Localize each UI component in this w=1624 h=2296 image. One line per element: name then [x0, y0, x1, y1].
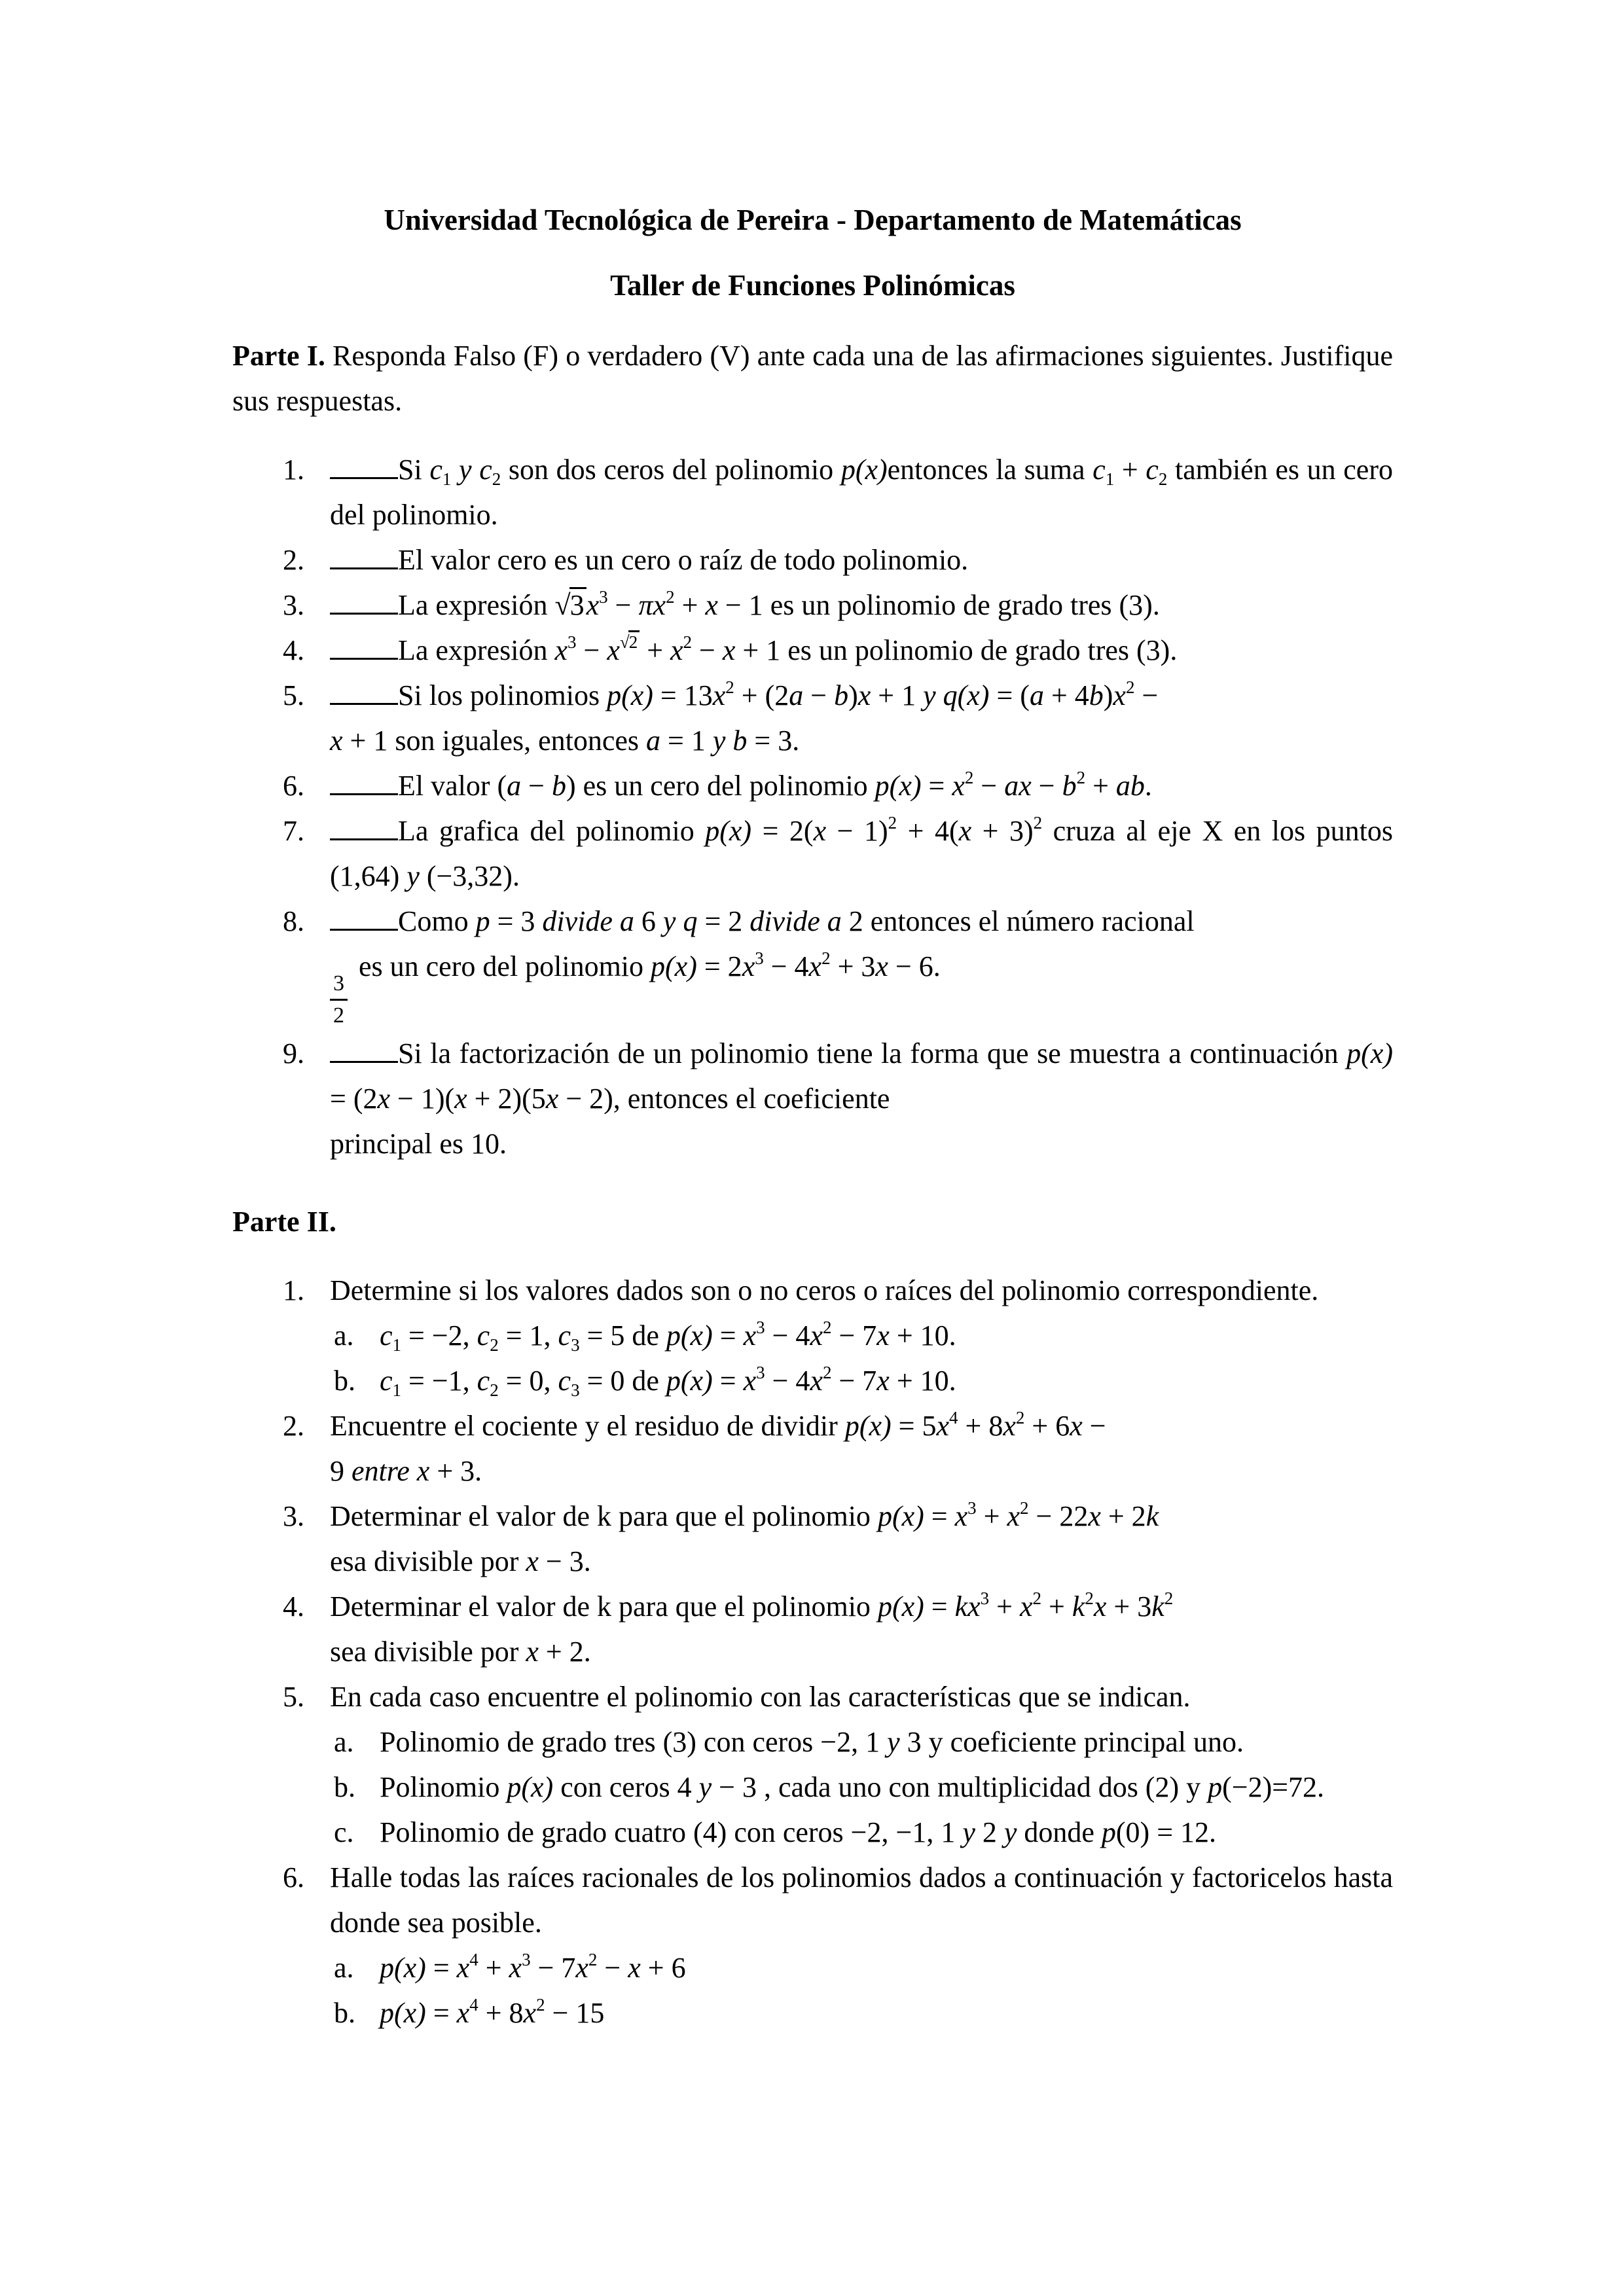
parte1-item-1	[232, 447, 1393, 537]
answer-blank	[330, 474, 398, 479]
item-number: 3.	[283, 1500, 304, 1532]
item-text: Polinomio de grado cuatro (4) con ceros −2, −1, 1 y 2 y donde p(0) = 12.	[380, 1816, 1217, 1848]
parte1-item-4	[232, 628, 1393, 673]
parte1-item-9	[232, 1031, 1393, 1166]
fraction: $\frac{3}{2}$	[330, 969, 348, 1031]
item-text: En cada caso encuentre el polinomio con las características que se indican.	[330, 1681, 1191, 1713]
parte1-item-2	[232, 537, 1393, 583]
item-text: Como p = 3 divide a 6 y q = 2 divide a 2 entonces el número racional $\frac{3}{2}$ es un cero del polinomio $p(x) = 2x^3 - 4x^2 + 3x - 6$.	[330, 899, 1393, 1031]
item-text: Determinar el valor de k para que el polinomio $p(x) = kx^3 + x^2 + k^2x + 3k^2$ sea divisible por x + 2.	[330, 1588, 1174, 1668]
item-number: a.	[334, 1319, 354, 1352]
parte1-item-7	[232, 808, 1393, 899]
parte2-item-5	[232, 1674, 1393, 1719]
item-text: $p(x) = x^4 + 8x^2 - 15$	[380, 1995, 605, 2029]
parte2-item-6	[232, 1855, 1393, 1945]
answer-blank	[330, 609, 398, 615]
parte2-item-5-a	[232, 1719, 1393, 1765]
parte1-item-5	[232, 673, 1393, 763]
parte2-item-6-a	[232, 1945, 1393, 1990]
answer-blank	[330, 925, 398, 931]
item-number: b.	[334, 1771, 355, 1803]
item-number: 6.	[283, 1861, 304, 1893]
item-number: 2.	[283, 1410, 304, 1442]
item-text: Encuentre el cociente y el residuo de dividir $p(x) = 5x^4 + 8x^2 + 6x$ − 9 entre x + 3.	[330, 1408, 1106, 1487]
item-number: 5.	[283, 679, 304, 711]
item-text: El valor (a − b) es un cero del polinomio $p(x) = x^2$ − ax − $b^2$ + ab.	[330, 763, 1393, 808]
item-number: 2.	[283, 544, 304, 576]
item-number: 6.	[283, 770, 304, 802]
item-text: Si los polinomios $p(x) = 13x^2 + (2a - b)x + 1$ y $q(x) = (a + 4b)x^2$ − x + 1 son iguales, entonces a = 1 y b = 3.	[330, 677, 1159, 757]
item-number: 1.	[283, 454, 304, 486]
parte2-heading: Parte II.	[232, 1206, 336, 1238]
answer-blank	[330, 700, 398, 705]
item-text: Determinar el valor de k para que el polinomio $p(x) = x^3 + x^2 - 22x + 2k$ esa divisible por x − 3.	[330, 1498, 1159, 1577]
item-number: b.	[334, 1997, 355, 2029]
parte1-heading: Parte I. Responda Falso (F) o verdadero (V) ante cada una de las afirmaciones siguientes. Justifique sus respuestas.	[232, 340, 1393, 417]
parte2-item-5-b	[232, 1765, 1393, 1810]
parte2-item-2	[232, 1403, 1393, 1494]
item-number: a.	[334, 1726, 354, 1758]
answer-blank	[330, 1058, 398, 1063]
item-text: $p(x) = x^4 + x^3 - 7x^2 - x + 6$	[380, 1950, 686, 1984]
parte2-item-4	[232, 1584, 1393, 1674]
parte2-item-5-c	[232, 1810, 1393, 1855]
item-number: c.	[334, 1816, 354, 1848]
item-text: Halle todas las raíces racionales de los polinomios dados a continuación y factoricelos hasta donde sea posible.	[330, 1861, 1393, 1939]
doc-subtitle: Taller de Funciones Polinómicas	[610, 269, 1015, 302]
parte2-item-3	[232, 1494, 1393, 1584]
answer-blank	[330, 790, 398, 795]
item-text: Polinomio de grado tres (3) con ceros −2, 1 y 3 y coeficiente principal uno.	[380, 1726, 1244, 1758]
item-text: $c_1 = -2$, $c_2 = 1$, $c_3 = 5$ de $p(x) = x^3 - 4x^2 - 7x + 10$.	[380, 1318, 956, 1355]
item-text: Polinomio p(x) con ceros 4 y − 3 , cada uno con multiplicidad dos (2) y p(−2)=72.	[380, 1771, 1325, 1803]
item-number: 4.	[283, 1590, 304, 1623]
item-number: 7.	[283, 815, 304, 847]
parte2-list	[232, 1268, 1393, 2036]
answer-blank	[330, 835, 398, 840]
item-text: Si la factorización de un polinomio tiene la forma que se muestra a continuación p(x) = (2x − 1)(x + 2)(5x − 2), entonces el coeficiente principal es 10.	[330, 1037, 1393, 1160]
parte1-item-8	[232, 899, 1393, 1031]
radical: √3	[554, 589, 586, 621]
parte2-item-1-a	[232, 1313, 1393, 1358]
parte2-item-6-b	[232, 1990, 1393, 2036]
item-number: 9.	[283, 1037, 304, 1069]
parte1-item-6	[232, 763, 1393, 808]
item-text: La expresión $x^3 - x^{√2} + x^2 - x + 1$ es un polinomio de grado tres (3).	[330, 628, 1393, 673]
item-text: El valor cero es un cero o raíz de todo polinomio.	[330, 537, 1393, 583]
doc-title: Universidad Tecnológica de Pereira - Departamento de Matemáticas	[384, 204, 1242, 236]
item-text: Determine si los valores dados son o no ceros o raíces del polinomio correspondiente.	[330, 1274, 1319, 1306]
parte1-item-3	[232, 583, 1393, 628]
item-text: La expresión $√3x^3 - \pi x^2 + x - 1$ es un polinomio de grado tres (3).	[330, 583, 1393, 628]
answer-blank	[330, 564, 398, 569]
parte2-item-1	[232, 1268, 1393, 1313]
radical: √2	[620, 632, 640, 652]
item-number: 1.	[283, 1274, 304, 1306]
item-number: b.	[334, 1365, 355, 1397]
item-text: $c_1 = -1$, $c_2 = 0$, $c_3 = 0$ de $p(x) = x^3 - 4x^2 - 7x + 10$.	[380, 1363, 956, 1400]
parte2-item-1-b	[232, 1358, 1393, 1403]
item-number: 5.	[283, 1681, 304, 1713]
item-number: 4.	[283, 634, 304, 666]
item-text: Si $c_1$ y $c_2$ son dos ceros del polinomio p(x)entonces la suma $c_1 + c_2$ también es un cero del polinomio.	[330, 454, 1393, 531]
item-number: 3.	[283, 589, 304, 621]
answer-blank	[330, 655, 398, 660]
item-number: 8.	[283, 905, 304, 937]
parte1-list	[232, 447, 1393, 1166]
item-text: La grafica del polinomio $p(x) = 2(x - 1)^2 + 4(x + 3)^2$ cruza al eje X en los puntos (1,64) y (−3,32).	[330, 813, 1394, 892]
item-number: a.	[334, 1952, 354, 1984]
